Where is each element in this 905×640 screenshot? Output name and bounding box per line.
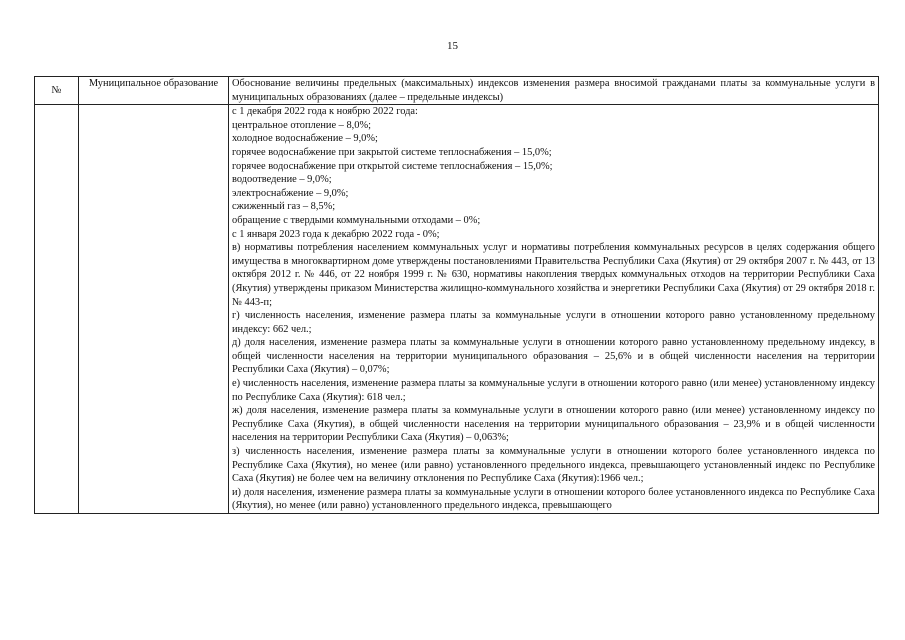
document-table	[34, 76, 879, 514]
list-item: сжиженный газ – 8,5%;	[232, 201, 336, 213]
cell-description	[229, 105, 879, 514]
list-item: горячее водоснабжение при открытой системе теплоснабжения – 15,0%;	[232, 160, 553, 172]
table-row	[35, 105, 879, 514]
cell-municipality	[79, 105, 229, 514]
page-number: 15	[447, 40, 458, 52]
list-item: водоотведение – 9,0%;	[232, 174, 332, 186]
header-municipality: Муниципальное образование	[79, 77, 229, 105]
list-item: горячее водоснабжение при закрытой системе теплоснабжения – 15,0%;	[232, 146, 552, 158]
list-item: электроснабжение – 9,0%;	[232, 187, 349, 199]
paragraph-zh: ж) доля населения, изменение размера платы за коммунальные услуги в отношении которого равно (или менее) установленному индексу по Республике Саха (Якутия), в общей численности населения на территории муниципального образования – 23,9% и в общей численности населения на территории Республики Саха (Якутия) – 0,063%;	[232, 405, 875, 444]
list-item: холодное водоснабжение – 9,0%;	[232, 133, 378, 145]
list-item: с 1 января 2023 года к декабрю 2022 года - 0%;	[232, 228, 440, 240]
paragraph-g: г) численность населения, изменение размера платы за коммунальные услуги в отношении которого равно установленному предельному индексу: 662 чел.;	[232, 310, 875, 335]
paragraph-e: е) численность населения, изменение размера платы за коммунальные услуги в отношении которого равно (или менее) установленному индексу по Республике Саха (Якутия): 618 чел.;	[232, 378, 875, 403]
paragraph-i: и) доля населения, изменение размера платы за коммунальные услуги в отношении которого более установленного индекса по Республике Саха (Якутия), но менее (или равно) установленного предельного индекса, превышающего	[232, 486, 875, 512]
paragraph-v: в) нормативы потребления населением коммунальных услуг и нормативы потребления коммунальных ресурсов в целях содержания общего имущества в многоквартирном доме утверждены постановлениями Правительства Республики Саха (Якутия) от 29 октября 2007 г. № 443, от 13 октября 2012 г. № 446, от 22 ноября 1999 г. № 630, нормативы накопления твердых коммунальных отходов на территории Республики Саха (Якутия) утверждены приказом Министерства жилищно-коммунального хозяйства и энергетики Республики Саха (Якутия) от 29 октября 2018 г. № 443-п;	[232, 242, 875, 308]
paragraph-d: д) доля населения, изменение размера платы за коммунальные услуги в отношении которого равно установленному предельному индексу, в общей численности населения на территории муниципального образования – 25,6% и в общей численности населения на территории Республики Саха (Якутия) – 0,07%;	[232, 337, 875, 376]
header-description: Обоснование величины предельных (максимальных) индексов изменения размера вносимой гражданами платы за коммунальные услуги в муниципальных образованиях (далее – предельные индексы)	[229, 77, 879, 105]
cell-number	[35, 105, 79, 514]
paragraph-z: з) численность населения, изменение размера платы за коммунальные услуги в отношении которого более установленного индекса по Республике Саха (Якутия), но менее (или равно) установленного предельного индекса, превышающего установленный индекс по Республике Саха (Якутия) не более чем на величину отклонения по Республике Саха (Якутия):1966 чел.;	[232, 446, 875, 485]
table-header-row	[35, 77, 879, 105]
list-item: центральное отопление – 8,0%;	[232, 119, 371, 131]
header-number: №	[35, 77, 79, 105]
list-item: обращение с твердыми коммунальными отходами – 0%;	[232, 214, 481, 226]
list-item: с 1 декабря 2022 года к ноябрю 2022 года:	[232, 106, 418, 118]
